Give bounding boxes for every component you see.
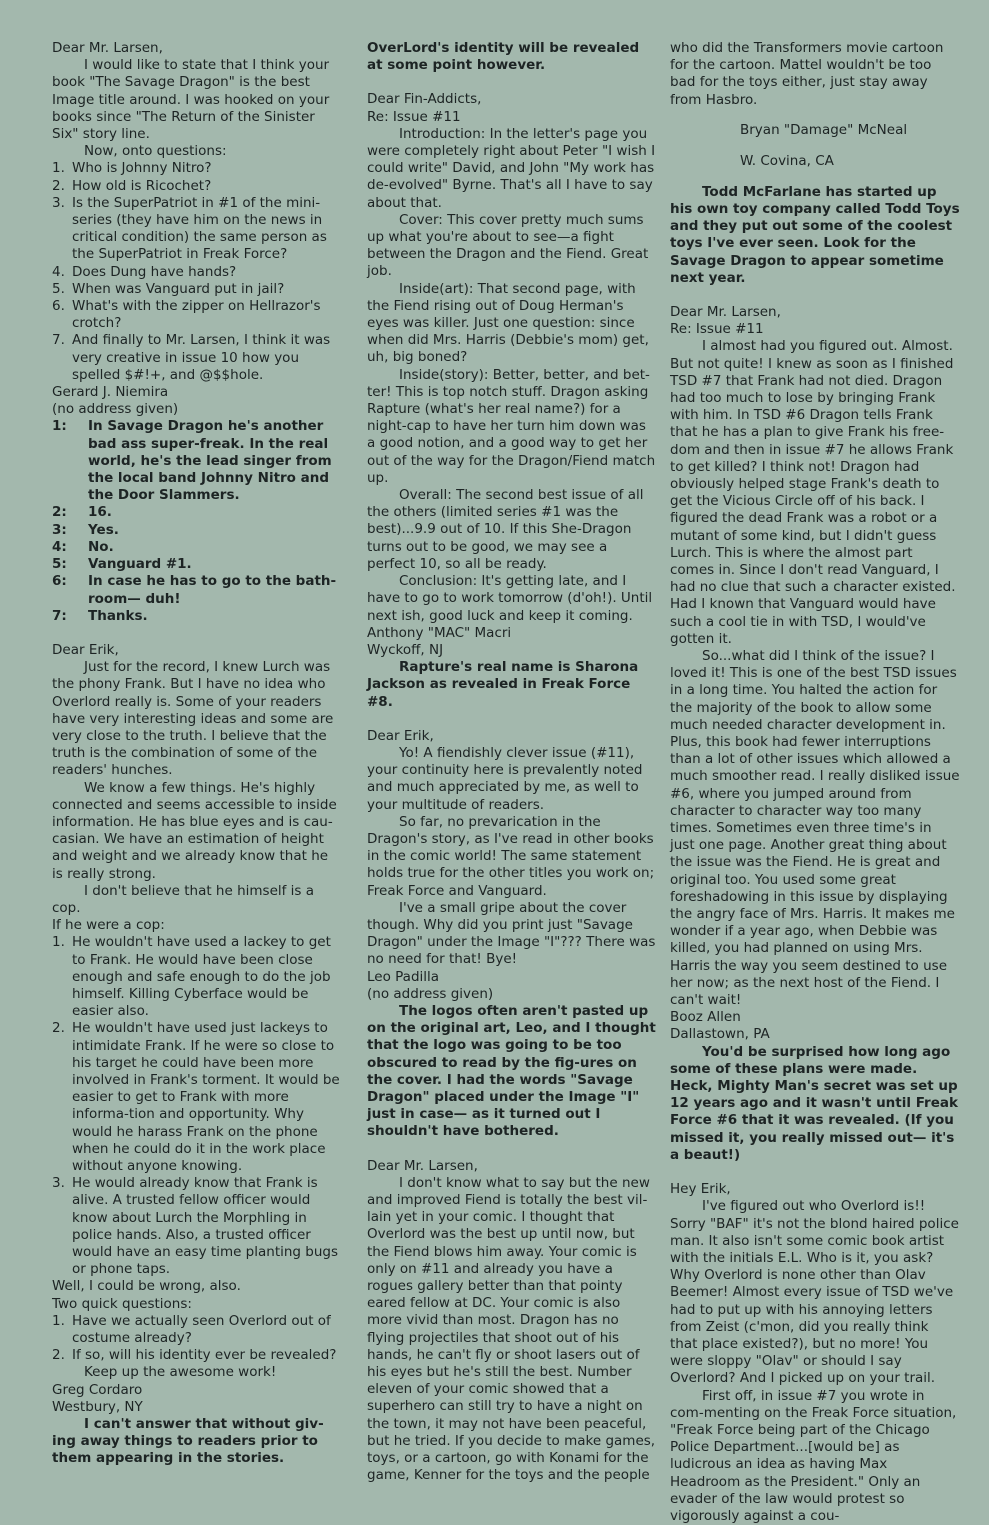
list-item: 2. How old is Ricochet?: [52, 177, 212, 194]
list-item: 2: 16.: [52, 504, 112, 521]
letter-paragraph: Inside(story): Better, better, and bet-ter! This is top notch stuff. Dragon asking Rapture (what's her real name?) for a night-cap to have her turn him down was a good notion, and a good way to get her out of the way for the Dragon/Fiend match up.: [367, 366, 656, 486]
letter-cordaro: [52, 642, 342, 1468]
list-item: 1. Have we actually seen Overlord out of costume already?: [52, 1312, 331, 1347]
letter-paragraph: If he were a cop:: [52, 917, 165, 934]
list-item: 5: Vanguard #1.: [52, 556, 192, 573]
letter-paragraph: Inside(art): That second page, with the Fiend rising out of Doug Herman's eyes was killer. Just one question: since when did Mrs. Harris (Debbie's mom) get, uh, big boned?: [367, 280, 649, 366]
letter-paragraph: Yo! A fiendishly clever issue (#11), your continuity here is prevalently noted and much appreciated by me, as well to your multitude of readers.: [367, 744, 643, 813]
letter-paragraph: I've a small gripe about the cover though. Why did you print just "Savage Dragon" under the Image "I"??? There was no need for that! Bye!: [367, 899, 656, 968]
location: Westbury, NY: [52, 1398, 143, 1415]
list-item: 2. If so, will his identity ever be revealed?: [52, 1347, 337, 1364]
location: Wyckoff, NJ: [367, 641, 444, 658]
re-line: Re: Issue #11: [670, 321, 764, 338]
list-item: 3: Yes.: [52, 521, 119, 538]
list-item: 6. What's with the zipper on Hellrazor's crotch?: [52, 298, 321, 332]
location: Dallastown, PA: [670, 1026, 770, 1043]
letter-paragraph: I almost had you figured out. Almost. But not quite! I knew as soon as I finished TSD #7 that Frank had not died. Dragon had too much to lose by bringing Frank with him. In TSD #6 Dragon tells Frank that he has a plan to give Frank his free-dom and then in issue #7 he allows Frank to get killed? I think not! Dragon had obviously helped stage Frank's death to get the Vicious Circle off of his back. I figured the dead Frank was a robot or a mutant of some kind, but I didn't guess Lurch. This is where the almost part comes in. Since I don't read Vanguard, I had no clue that such a character existed. Had I known that Vanguard would have such a cool tie in with TSD, I would've gotten it.: [670, 338, 956, 647]
editor-answer: Todd McFarlane has started up his own toy company called Todd Toys and they put out some of the coolest toys I've ever seen. Look for the Savage Dragon to appear sometime next year.: [670, 183, 960, 286]
letter-paragraph: Introduction: In the letter's page you were completely right about Peter "I wish I could write" David, and John "My work has de-evolved" Byrne. That's all I have to say about that.: [367, 125, 656, 211]
letter-niemira: [52, 40, 342, 625]
letter-paragraph: Keep up the awesome work!: [84, 1364, 277, 1381]
list-item: 6: In case he has to go to the bath-room— duh!: [52, 573, 337, 607]
letter-paragraph: Conclusion: It's getting late, and I have to go to work tomorrow (d'oh!). Until next ish, good luck and keep it coming.: [367, 573, 653, 624]
letter-paragraph: Overall: The second best issue of all the others (limited series #1 was the best)...9.9 out of 10. If this She-Dragon turns out to be good, we may see a perfect 10, so all be ready.: [367, 487, 644, 572]
list-item: 4: No.: [52, 538, 114, 555]
salutation: Dear Erik,: [367, 727, 434, 744]
letter-paragraph: Two quick questions:: [52, 1295, 192, 1312]
signer: Anthony "MAC" Macri: [367, 624, 512, 641]
reason-list: [52, 934, 342, 1278]
editor-answer: OverLord's identity will be revealed at some point however.: [367, 40, 640, 74]
editor-answer: The logos often aren't pasted up on the original art, Leo, and I thought that the logo was going to be too obscured to read by the fig-ures on the cover. I had the words "Savage Dragon" placed under the Image "I" just in case— as it turned out I shouldn't have bothered.: [367, 1002, 656, 1140]
letter-paragraph: Now, onto questions:: [84, 143, 227, 160]
answer-list: [52, 418, 342, 624]
re-line: Re: Issue #11: [367, 108, 461, 125]
signer: Gerard J. Niemira: [52, 384, 169, 401]
question-list: [52, 160, 342, 384]
letter-overlord-theory: [670, 1181, 960, 1525]
salutation: Dear Fin-Addicts,: [367, 91, 482, 108]
list-item: 4. Does Dung have hands?: [52, 263, 237, 280]
location: W. Covina, CA: [740, 153, 834, 170]
letter-paragraph: Cover: This cover pretty much sums up what you're about to see—a fight between the Dragon and the Fiend. Great job.: [367, 211, 649, 280]
list-item: 5. When was Vanguard put in jail?: [52, 280, 285, 297]
list-item: 3. He would already know that Frank is alive. A trusted fellow officer would know about Lurch the Morphling in police hands. Also, a trusted officer would have an easy time planting bugs or phone taps.: [52, 1175, 339, 1278]
editor-answer: You'd be surprised how long ago some of these plans were made. Heck, Mighty Man's secret was set up 12 years ago and it wasn't until Freak Force #6 that it was revealed. (If you missed it, you really missed out— it's a beaut!): [670, 1043, 958, 1163]
signer: Leo Padilla: [367, 968, 440, 985]
signer: Booz Allen: [670, 1009, 741, 1026]
letter-paragraph: So far, no prevarication in the Dragon's story, as I've read in other books in the comic world! The same statement holds true for the other titles you work on; Freak Force and Vanguard.: [367, 813, 655, 899]
question-list: [52, 1313, 342, 1365]
salutation: Dear Mr. Larsen,: [670, 303, 781, 320]
letter-paragraph: I've figured out who Overlord is!! Sorry "BAF" it's not the blond haired police man. It also isn't some comic book artist with the initials E.L. Who is it, you ask? Why Overlord is none other than Olav Beemer! Almost every issue of TSD we've had to put up with his annoying letters from Zeist (c'mon, did you really think that place existed?), but no more! You were sloppy "Olav" or should I say Overlord? And I picked up on your trail.: [670, 1198, 959, 1387]
letter-paragraph: I don't know what to say but the new and improved Fiend is totally the best vil-lain yet in your comic. I thought that Overlord was the best up until now, but the Fiend blows him away. Your comic is only on #11 and already you have a rogues gallery better than that pointy eared fellow at DC. Your comic is also more vivid than most. Dragon has no flying projectiles that shoot out of his hands, he can't fly or shoot lasers out of his eyes but he's still the best. Number eleven of your comic showed that a superhero can still try to have a night on the town, it may not have been peaceful, but he tried. If you decide to make games, toys, or a cartoon, go with Konami for the game, Kenner for the toys and the people: [367, 1174, 656, 1484]
signer: Bryan "Damage" McNeal: [740, 122, 908, 139]
letter-paragraph: Well, I could be wrong, also.: [52, 1278, 241, 1295]
list-item: 7. And finally to Mr. Larsen, I think it was very creative in issue 10 how you spelled $#!+, and @$$hole.: [52, 332, 331, 383]
list-item: 1. He wouldn't have used a lackey to get to Frank. He would have been close enough and safe enough to do the job himself. Killing Cyberface would be easier also.: [52, 934, 331, 1020]
salutation: Dear Mr. Larsen,: [52, 40, 163, 56]
signer: Greg Cordaro: [52, 1381, 143, 1398]
column-2: [367, 40, 657, 1484]
letter-paragraph: who did the Transformers movie cartoon for the cartoon. Mattel wouldn't be too bad for the toys either, just stay away from Hasbro.: [670, 40, 944, 108]
letter-paragraph: We know a few things. He's highly connected and seems accessible to inside information. He has blue eyes and is cau-casian. We have an estimation of height and weight and we already know that he is really strong.: [52, 779, 337, 882]
location: (no address given): [367, 985, 494, 1002]
letter-padilla: [367, 728, 657, 1141]
list-item: 2. He wouldn't have used just lackeys to intimidate Frank. If he were so close to his target he could have been more involved in Frank's torment. It would be easier to get to Frank with more informa-tion and opportunity. Why would he harass Frank on the phone when he could do it in the work place without anyone knowing.: [52, 1020, 340, 1174]
letter-paragraph: I would like to state that I think your book "The Savage Dragon" is the best Image title around. I was hooked on your books since "The Return of the Sinister Six" story line.: [52, 57, 330, 143]
salutation: Dear Erik,: [52, 641, 119, 658]
letter-paragraph: First off, in issue #7 you wrote in com-menting on the Freak Force situation, "Freak Force being part of the Chicago Police Department...[would be] as ludicrous an idea as having Max Headroom as the President." Only an evader of the law would protest so vigorously against a cou-: [670, 1387, 957, 1524]
salutation: Hey Erik,: [670, 1181, 731, 1198]
list-item: 1: In Savage Dragon he's another bad ass super-freak. In the real world, he's the lead singer from the local band Johnny Nitro and the Door Slammers.: [52, 418, 332, 504]
list-item: 3. Is the SuperPatriot in #1 of the mini-series (they have him on the news in critical condition) the same person as the SuperPatriot in Freak Force?: [52, 194, 327, 263]
letter-mcneal: [367, 1158, 657, 1485]
list-item: 7: Thanks.: [52, 607, 148, 624]
letter-paragraph: So...what did I think of the issue? I loved it! This is one of the best TSD issues in a long time. You halted the action for the majority of the book to allow some much needed character development in. Plus, this book had fewer interruptions than a lot of other issues which allowed a much smoother read. I really disliked issue #6, where you jumped around from character to character way too many times. Sometimes even three time's in just one page. Another great thing about the issue was the Fiend. He is great and original too. You used some great foreshadowing in this issue by displaying the angry face of Mrs. Harris. It makes me wonder if a year ago, when Debbie was killed, you had planned on using Mrs. Harris the way you seem destined to use her now; as the next host of the Fiend. I can't wait!: [670, 648, 960, 1009]
letter-paragraph: Just for the record, I knew Lurch was the phony Frank. But I have no idea who Overlord really is. Some of your readers have very interesting ideas and some are very close to the truth. I believe that the truth is the combination of some of the readers' hunches.: [52, 659, 334, 779]
location: (no address given): [52, 401, 179, 418]
letter-paragraph: I don't believe that he himself is a cop.: [52, 882, 315, 916]
letter-allen: [670, 304, 960, 1164]
salutation: Dear Mr. Larsen,: [367, 1157, 478, 1174]
list-item: 1. Who is Johnny Nitro?: [52, 160, 212, 177]
column-1: [52, 40, 342, 1468]
editor-answer: Rapture's real name is Sharona Jackson as revealed in Freak Force #8.: [367, 659, 639, 710]
letter-macri: [367, 91, 657, 710]
column-3: [670, 40, 960, 1525]
editor-answer: I can't answer that without giv-ing away things to readers prior to them appearing in the stories.: [52, 1416, 324, 1467]
